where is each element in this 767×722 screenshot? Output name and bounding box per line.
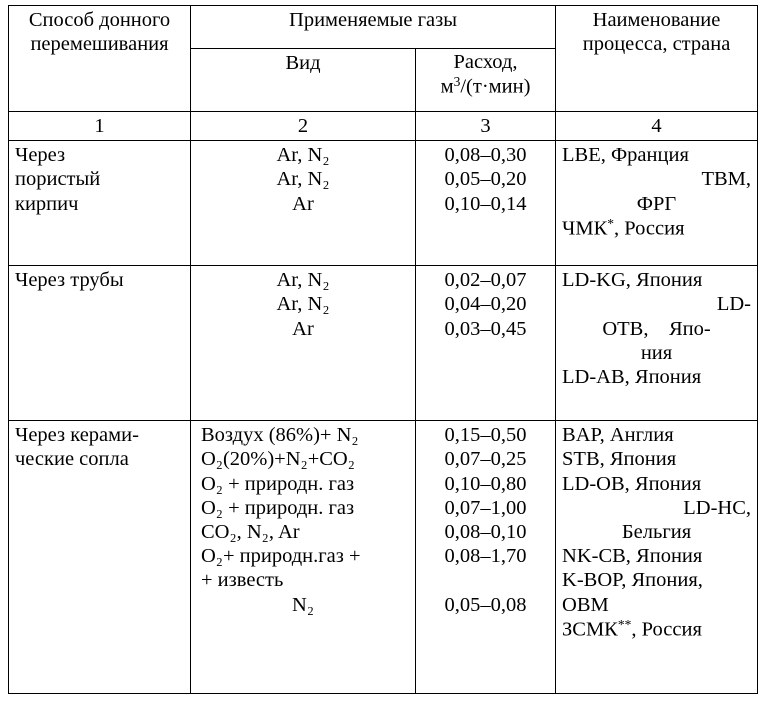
method-line: кирпич [15,192,79,215]
method-line: ческие сопла [15,448,129,471]
table-row [9,266,758,421]
rate-line: 0,04–0,20 [444,293,527,316]
header-row-top [9,6,758,49]
rate-line: 0,07–1,00 [444,496,527,519]
gas-line: N₂ [292,593,314,616]
process-line: STB, Япония [562,448,677,471]
rate-line: 0,05–0,08 [444,593,527,616]
process-line: LBE, Франция [562,144,689,167]
table-row [9,141,758,266]
rate-line: 0,08–0,30 [444,144,527,167]
method-line: Через [15,144,66,167]
row-rate-cell [416,421,556,694]
footnote-marker: * [607,215,615,231]
rate-line: 0,08–0,10 [444,520,527,543]
process-line: LD-HC, [683,496,752,519]
table-row [9,421,758,694]
row-rate-cell [416,141,556,266]
process-line-footnoted: ЗСМК**, Россия [562,616,702,641]
gas-line: CO₂, N₂, Ar [201,520,300,543]
header-gases-group-cell [191,6,556,49]
column-number-row [9,112,758,141]
gas-line: Ar, N₂ [276,269,330,292]
gas-line: Ar, N₂ [276,168,330,191]
header-method-cell [9,6,191,112]
header-rate-units-exponent: 3 [453,73,461,89]
process-line: ТВМ, [701,168,752,191]
header-rate-units: $м^3/(т\cdot мин)$ [440,73,531,98]
row-gases-cell [191,141,416,266]
process-line: BAP, Англия [562,424,674,447]
row-method-cell [9,266,191,421]
row-method-cell [9,421,191,694]
header-process-line2: процесса, страна [582,33,731,56]
rate-line: 0,15–0,50 [444,424,527,447]
gas-line: Ar [292,192,314,215]
footnote-marker: ** [617,616,632,632]
row-gases-cell [191,266,416,421]
row-method-cell [9,141,191,266]
gas-line: Воздух (86%)+ N₂ [201,424,359,447]
row-gases-cell [191,421,416,694]
rate-line: 0,07–0,25 [444,448,527,471]
rate-line: 0,03–0,45 [444,317,527,340]
header-rate-cell [416,49,556,112]
rate-line: 0,02–0,07 [444,269,527,292]
process-line-footnoted: ЧМК*, Россия [562,215,685,240]
column-number-1: 1 [9,112,191,141]
row-rate-cell [416,266,556,421]
gas-stirring-table [8,5,758,694]
document-sheet [0,5,767,722]
table-body [9,6,758,694]
header-process-cell [556,6,758,112]
method-line: Через керами- [15,424,139,447]
header-process-line1: Наименование [592,9,721,31]
header-kind-label: Вид [285,52,321,74]
header-kind-cell [191,49,416,112]
rate-line: 0,10–0,14 [444,192,527,215]
process-line: Бельгия [621,520,692,543]
gas-line: O₂(20%)+N₂+CO₂ [201,448,355,471]
row-process-cell [556,141,758,266]
process-line: LD-AB, Япония [562,365,702,388]
process-line: ФРГ [636,192,677,215]
column-number-2: 2 [191,112,416,141]
process-line: LD- [716,293,752,316]
gas-line: Ar [292,317,314,340]
rate-line: 0,05–0,20 [444,168,527,191]
header-gases-group-label: Применяемые газы [289,9,457,31]
column-number-4: 4 [556,112,758,141]
process-line: ния [640,341,673,364]
row-process-cell [556,421,758,694]
rate-line: 0,10–0,80 [444,472,527,495]
process-line: NK-CB, Япония [562,545,703,568]
process-line: LD-OB, Япония [562,472,702,495]
column-number-3: 3 [416,112,556,141]
gas-line: Ar, N₂ [276,293,330,316]
gas-line: O₂ + природн. газ [201,472,355,495]
process-line: K-BOP, Япония, [562,569,703,592]
gas-line: O₂ + природн. газ [201,496,355,519]
process-line: OTB, Япо- [602,317,711,340]
row-process-cell [556,266,758,421]
process-line: LD-KG, Япония [562,269,703,292]
header-method-line2: перемешивания [30,33,169,56]
process-line: OBM [562,593,609,616]
header-rate-label: Расход, [453,51,518,73]
method-line: Через трубы [15,269,124,292]
gas-line: + известь [201,569,284,592]
rate-line: 0,08–1,70 [444,545,527,568]
gas-line: O₂+ природн.газ + [201,545,361,568]
header-method-line1: Способ донного [28,9,171,31]
gas-line: Ar, N₂ [276,144,330,167]
method-line: пористый [15,168,101,191]
